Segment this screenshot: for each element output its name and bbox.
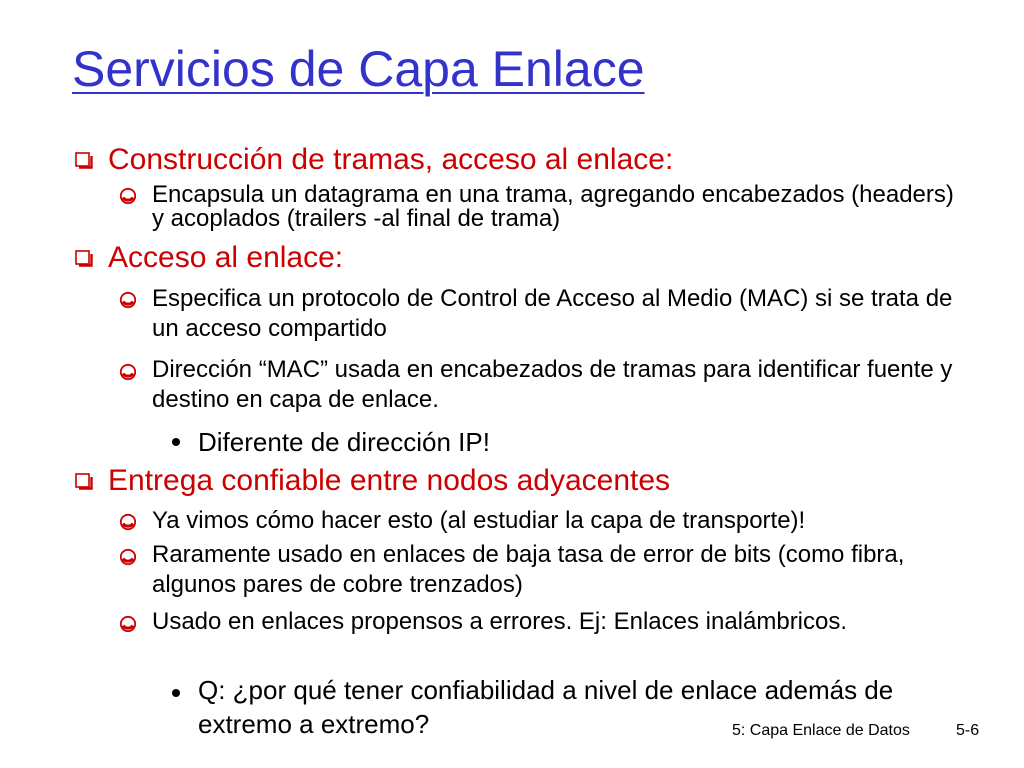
circle-bullet-icon xyxy=(118,290,138,310)
bullet-item: Encapsula un datagrama en una trama, agregando encabezados (headers) y acoplados (trailers -al final de trama) xyxy=(152,181,954,232)
footer-page-number: 5-6 xyxy=(956,722,980,739)
bullet-item: Dirección “MAC” usada en encabezados de tramas para identificar fuente y destino en capa de enlace. xyxy=(152,356,953,413)
dot-bullet-icon xyxy=(172,438,180,446)
circle-bullet-icon xyxy=(118,547,138,567)
circle-bullet-icon xyxy=(118,186,138,206)
sub-bullet-item: Q: ¿por qué tener confiabilidad a nivel de enlace además de extremo a extremo? xyxy=(198,675,894,739)
bullet-item: Usado en enlaces propensos a errores. Ej: Enlaces inalámbricos. xyxy=(152,608,848,635)
square-bullet-icon xyxy=(75,250,93,268)
square-bullet-icon xyxy=(75,473,93,491)
section-heading: Entrega confiable entre nodos adyacentes xyxy=(108,464,671,497)
bullet-item: Especifica un protocolo de Control de Acceso al Medio (MAC) si se trata de un acceso compartido xyxy=(152,285,953,342)
bullet-item: Ya vimos cómo hacer esto (al estudiar la capa de transporte)! xyxy=(152,507,806,534)
dot-bullet-icon xyxy=(172,689,180,697)
slide-title: Servicios de Capa Enlace xyxy=(72,41,645,97)
footer-chapter: 5: Capa Enlace de Datos xyxy=(732,722,910,739)
circle-bullet-icon xyxy=(118,362,138,382)
circle-bullet-icon xyxy=(118,614,138,634)
section-heading: Construcción de tramas, acceso al enlace: xyxy=(108,143,674,176)
sub-bullet-item: Diferente de dirección IP! xyxy=(198,427,490,457)
circle-bullet-icon xyxy=(118,512,138,532)
square-bullet-icon xyxy=(75,152,93,170)
section-heading: Acceso al enlace: xyxy=(108,241,344,274)
bullet-item: Raramente usado en enlaces de baja tasa de error de bits (como fibra, algunos pares de cobre trenzados) xyxy=(152,541,905,598)
